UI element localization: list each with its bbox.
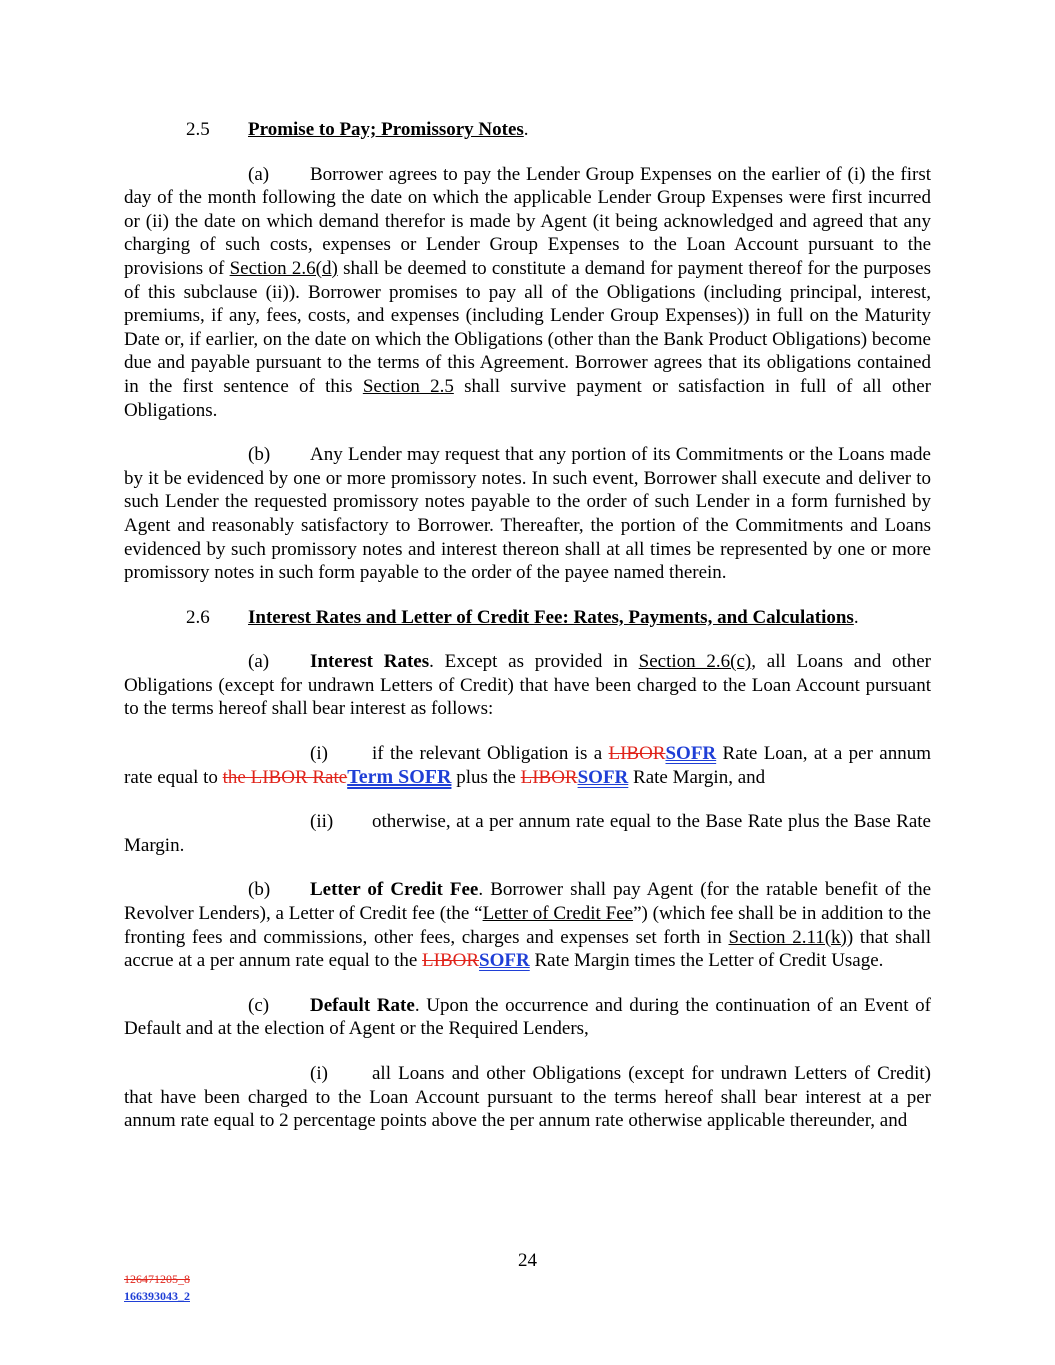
cross-reference: Section 2.11(k) [728, 926, 847, 948]
section-number: 2.6 [186, 606, 210, 628]
clause-label: (b) [248, 444, 271, 466]
inserted-text: Term SOFR [347, 765, 452, 788]
deleted-text: LIBOR [608, 743, 666, 765]
paragraph-2-5-b: (b) Any Lender may request that any portion of its Commitments or the Loans made by it be evidenced by one or more promissory notes. In such event, Borrower shall execute and deliver to such Lender the requested promissory notes payable to the order of such Lender in a form furnished by Agent and reasonably satisfactory to Borrower. Thereafter, the portion of the Commitments and Loans evidenced by such promissory notes and interest thereon shall at all times be represented by one or more promissory notes in such form payable to the order of the payee named therein. [124, 444, 931, 584]
document-body [124, 118, 931, 1133]
defined-term: Letter of Credit Fee [482, 903, 634, 925]
inserted-text: SOFR [665, 743, 717, 765]
section-title: Interest Rates and Letter of Credit Fee: Rates, Payments, and Calculations [248, 606, 854, 628]
paragraph-2-6-a-i: (i) if the relevant Obligation is a LIBORSOFR Rate Loan, at a per annum rate equal to the LIBOR RateTerm SOFR plus the LIBORSOFR Rate Margin, and [124, 743, 931, 788]
paragraph-2-6-b: (b) Letter of Credit Fee. Borrower shall pay Agent (for the ratable benefit of the Revolver Lenders), a Letter of Credit fee (the “Letter of Credit Fee”) (which fee shall be in addition to the fronting fees and commissions, other fees, charges and expenses set forth in Section 2.11(k)) that shall accrue at a per annum rate equal to the LIBORSOFR Rate Margin times the Letter of Credit Usage. [124, 879, 932, 972]
clause-label: (i) [310, 743, 328, 765]
clause-heading: Letter of Credit Fee [310, 879, 479, 901]
page-number: 24 [518, 1250, 537, 1271]
section-title: Promise to Pay; Promissory Notes [248, 119, 524, 140]
cross-reference: Section 2.6(d) [229, 257, 338, 279]
section-2-6-heading: 2.6 Interest Rates and Letter of Credit Fee: Rates, Payments, and Calculations. [186, 606, 859, 628]
inserted-text: SOFR [577, 766, 629, 788]
deleted-text: LIBOR [520, 766, 578, 788]
clause-label: (i) [310, 1063, 328, 1084]
doc-id-inserted: 166393043_2 [124, 1289, 190, 1303]
cross-reference: Section 2.6(c) [638, 651, 752, 673]
inserted-text: SOFR [479, 950, 530, 972]
clause-label: (ii) [310, 811, 334, 833]
paragraph-2-6-c: (c) Default Rate. Upon the occurrence and during the continuation of an Event of Default and at the election of Agent or the Required Lenders, [124, 994, 932, 1040]
clause-label: (a) [248, 163, 270, 185]
cross-reference: Section 2.5 [362, 375, 454, 397]
clause-label: (b) [248, 879, 271, 901]
deleted-text: LIBOR [422, 950, 480, 972]
clause-heading: Interest Rates [310, 651, 430, 673]
paragraph-2-5-a: (a) Borrower agrees to pay the Lender Group Expenses on the earlier of (i) the first day of the month following the date on which the applicable Lender Group Expenses were first incurred or (ii) the date on which demand therefor is made by Agent (it being acknowledged and agreed that any charging of such costs, expenses or Lender Group Expenses to the Loan Account pursuant to the provisions of Section 2.6(d) shall be deemed to constitute a demand for payment thereof for the purposes of this subclause (ii)). Borrower promises to pay all of the Obligations (including principal, interest, premiums, if any, fees, costs, and expenses (including Lender Group Expenses)) in full on the Maturity Date or, if earlier, on the date on which the Obligations (other than the Bank Product Obligations) become due and payable pursuant to the terms of this Agreement. Borrower agrees that its obligations contained in the first sentence of this Section 2.5 shall survive payment or satisfaction in full of all other Obligations. [124, 163, 932, 421]
section-number: 2.5 [186, 119, 210, 140]
deleted-text: the LIBOR Rate [222, 766, 348, 788]
section-2-5-heading: 2.5 Promise to Pay; Promissory Notes. [186, 119, 529, 140]
paragraph-2-6-a-ii: (ii) otherwise, at a per annum rate equal to the Base Rate plus the Base Rate Margin. [124, 811, 931, 856]
paragraph-2-6-c-i: (i) all Loans and other Obligations (except for undrawn Letters of Credit) that have been charged to the Loan Account pursuant to the terms hereof shall bear interest at a per annum rate equal to 2 percentage points above the per annum rate otherwise applicable thereunder, and [124, 1063, 931, 1132]
doc-id-deleted: 126471205_8 [124, 1272, 190, 1286]
clause-heading: Default Rate [310, 994, 415, 1016]
clause-label: (a) [248, 651, 270, 673]
clause-label: (c) [248, 994, 270, 1016]
paragraph-2-6-a: (a) Interest Rates. Except as provided in Section 2.6(c), all Loans and other Obligations (except for undrawn Letters of Credit) that have been charged to the Loan Account pursuant to the terms hereof shall bear interest as follows: [124, 651, 932, 720]
